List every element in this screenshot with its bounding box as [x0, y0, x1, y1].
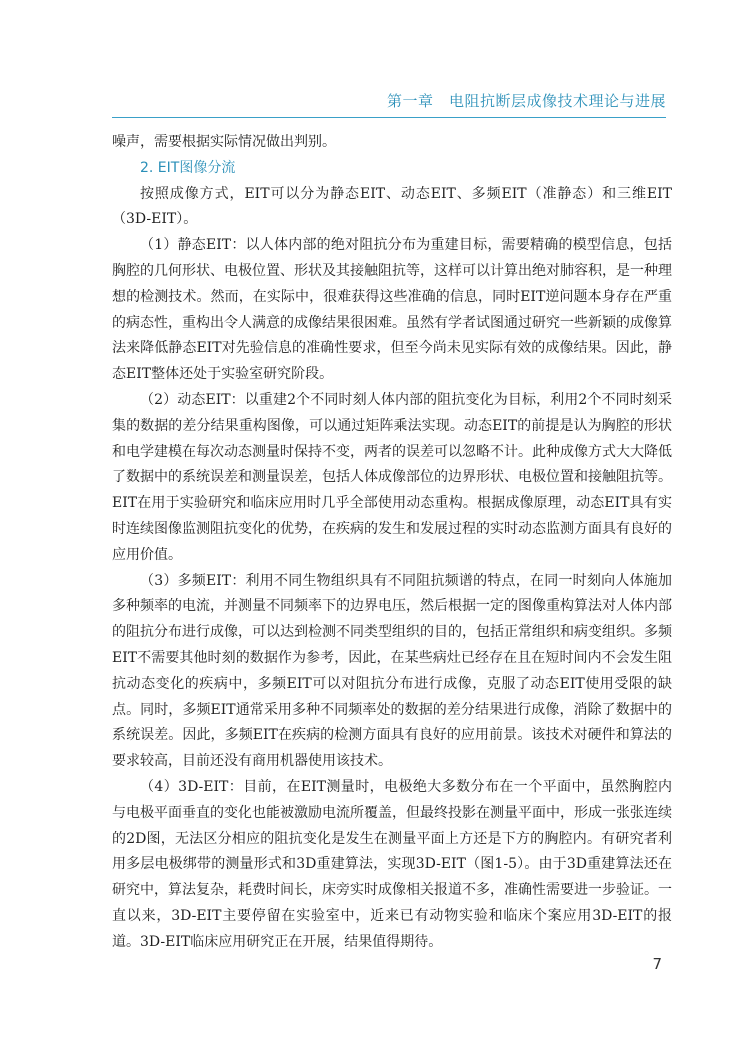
section-heading: 2. EIT图像分流	[140, 159, 236, 176]
page-body	[112, 130, 672, 956]
3d-eit-paragraph: （4）3D-EIT：目前，在EIT测量时，电极绝大多数分布在一个平面中，虽然胸腔内与电极平面垂直的变化也能被激励电流所覆盖，但最终投影在测量平面中，形成一张张连续的2D图，无法区分相应的阻抗变化是发生在测量平面上方还是下方的胸腔内。有研究者利用多层电极绑带的测量形式和3D重建算法，实现3D-EIT（图1-5）。由于3D重建算法还在研究中，算法复杂，耗费时间长，床旁实时成像相关报道不多，准确性需要进一步验证。一直以来，3D-EIT主要停留在实验室中，近来已有动物实验和临床个案应用3D-EIT的报道。3D-EIT临床应用研究正在开展，结果值得期待。	[112, 778, 672, 950]
running-header-title: 第一章 电阻抗断层成像技术理论与进展	[386, 92, 666, 110]
header-divider	[112, 117, 666, 118]
continuation-paragraph: 噪声，需要根据实际情况做出判别。	[112, 134, 336, 150]
intro-paragraph: 按照成像方式，EIT可以分为静态EIT、动态EIT、多频EIT（准静态）和三维EIT（3D-EIT）。	[112, 185, 672, 228]
multifrequency-eit-paragraph: （3）多频EIT：利用不同生物组织具有不同阻抗频谱的特点，在同一时刻向人体施加多种频率的电流，并测量不同频率下的边界电压，然后根据一定的图像重构算法对人体内部的阻抗分布进行成像，可以达到检测不同类型组织的目的，包括正常组织和病变组织。多频EIT不需要其他时刻的数据作为参考，因此，在某些病灶已经存在且在短时间内不会发生阻抗动态变化的疾病中，多频EIT可以对阻抗分布进行成像，克服了动态EIT使用受限的缺点。同时，多频EIT通常采用多种不同频率处的数据的差分结果进行成像，消除了数据中的系统误差。因此，多频EIT在疾病的检测方面具有良好的应用前景。该技术对硬件和算法的要求较高，目前还没有商用机器使用该技术。	[112, 572, 672, 770]
page-number: 7	[652, 955, 662, 973]
static-eit-paragraph: （1）静态EIT：以人体内部的绝对阻抗分布为重建目标，需要精确的模型信息，包括胸腔的几何形状、电极位置、形状及其接触阻抗等，这样可以计算出绝对肺容积，是一种理想的检测技术。然而，在实际中，很难获得这些准确的信息，同时EIT逆问题本身存在严重的病态性，重构出令人满意的成像结果很困难。虽然有学者试图通过研究一些新颖的成像算法来降低静态EIT对先验信息的准确性要求，但至今尚未见实际有效的成像结果。因此，静态EIT整体还处于实验室研究阶段。	[112, 237, 672, 383]
dynamic-eit-paragraph: （2）动态EIT：以重建2个不同时刻人体内部的阻抗变化为目标，利用2个不同时刻采集的数据的差分结果重构图像，可以通过矩阵乘法实现。动态EIT的前提是认为胸腔的形状和电学建模在每次动态测量时保持不变，两者的误差可以忽略不计。此种成像方式大大降低了数据中的系统误差和测量误差，包括人体成像部位的边界形状、电极位置和接触阻抗等。EIT在用于实验研究和临床应用时几乎全部使用动态重构。根据成像原理，动态EIT具有实时连续图像监测阻抗变化的优势，在疾病的发生和发展过程的实时动态监测方面具有良好的应用价值。	[112, 391, 672, 563]
